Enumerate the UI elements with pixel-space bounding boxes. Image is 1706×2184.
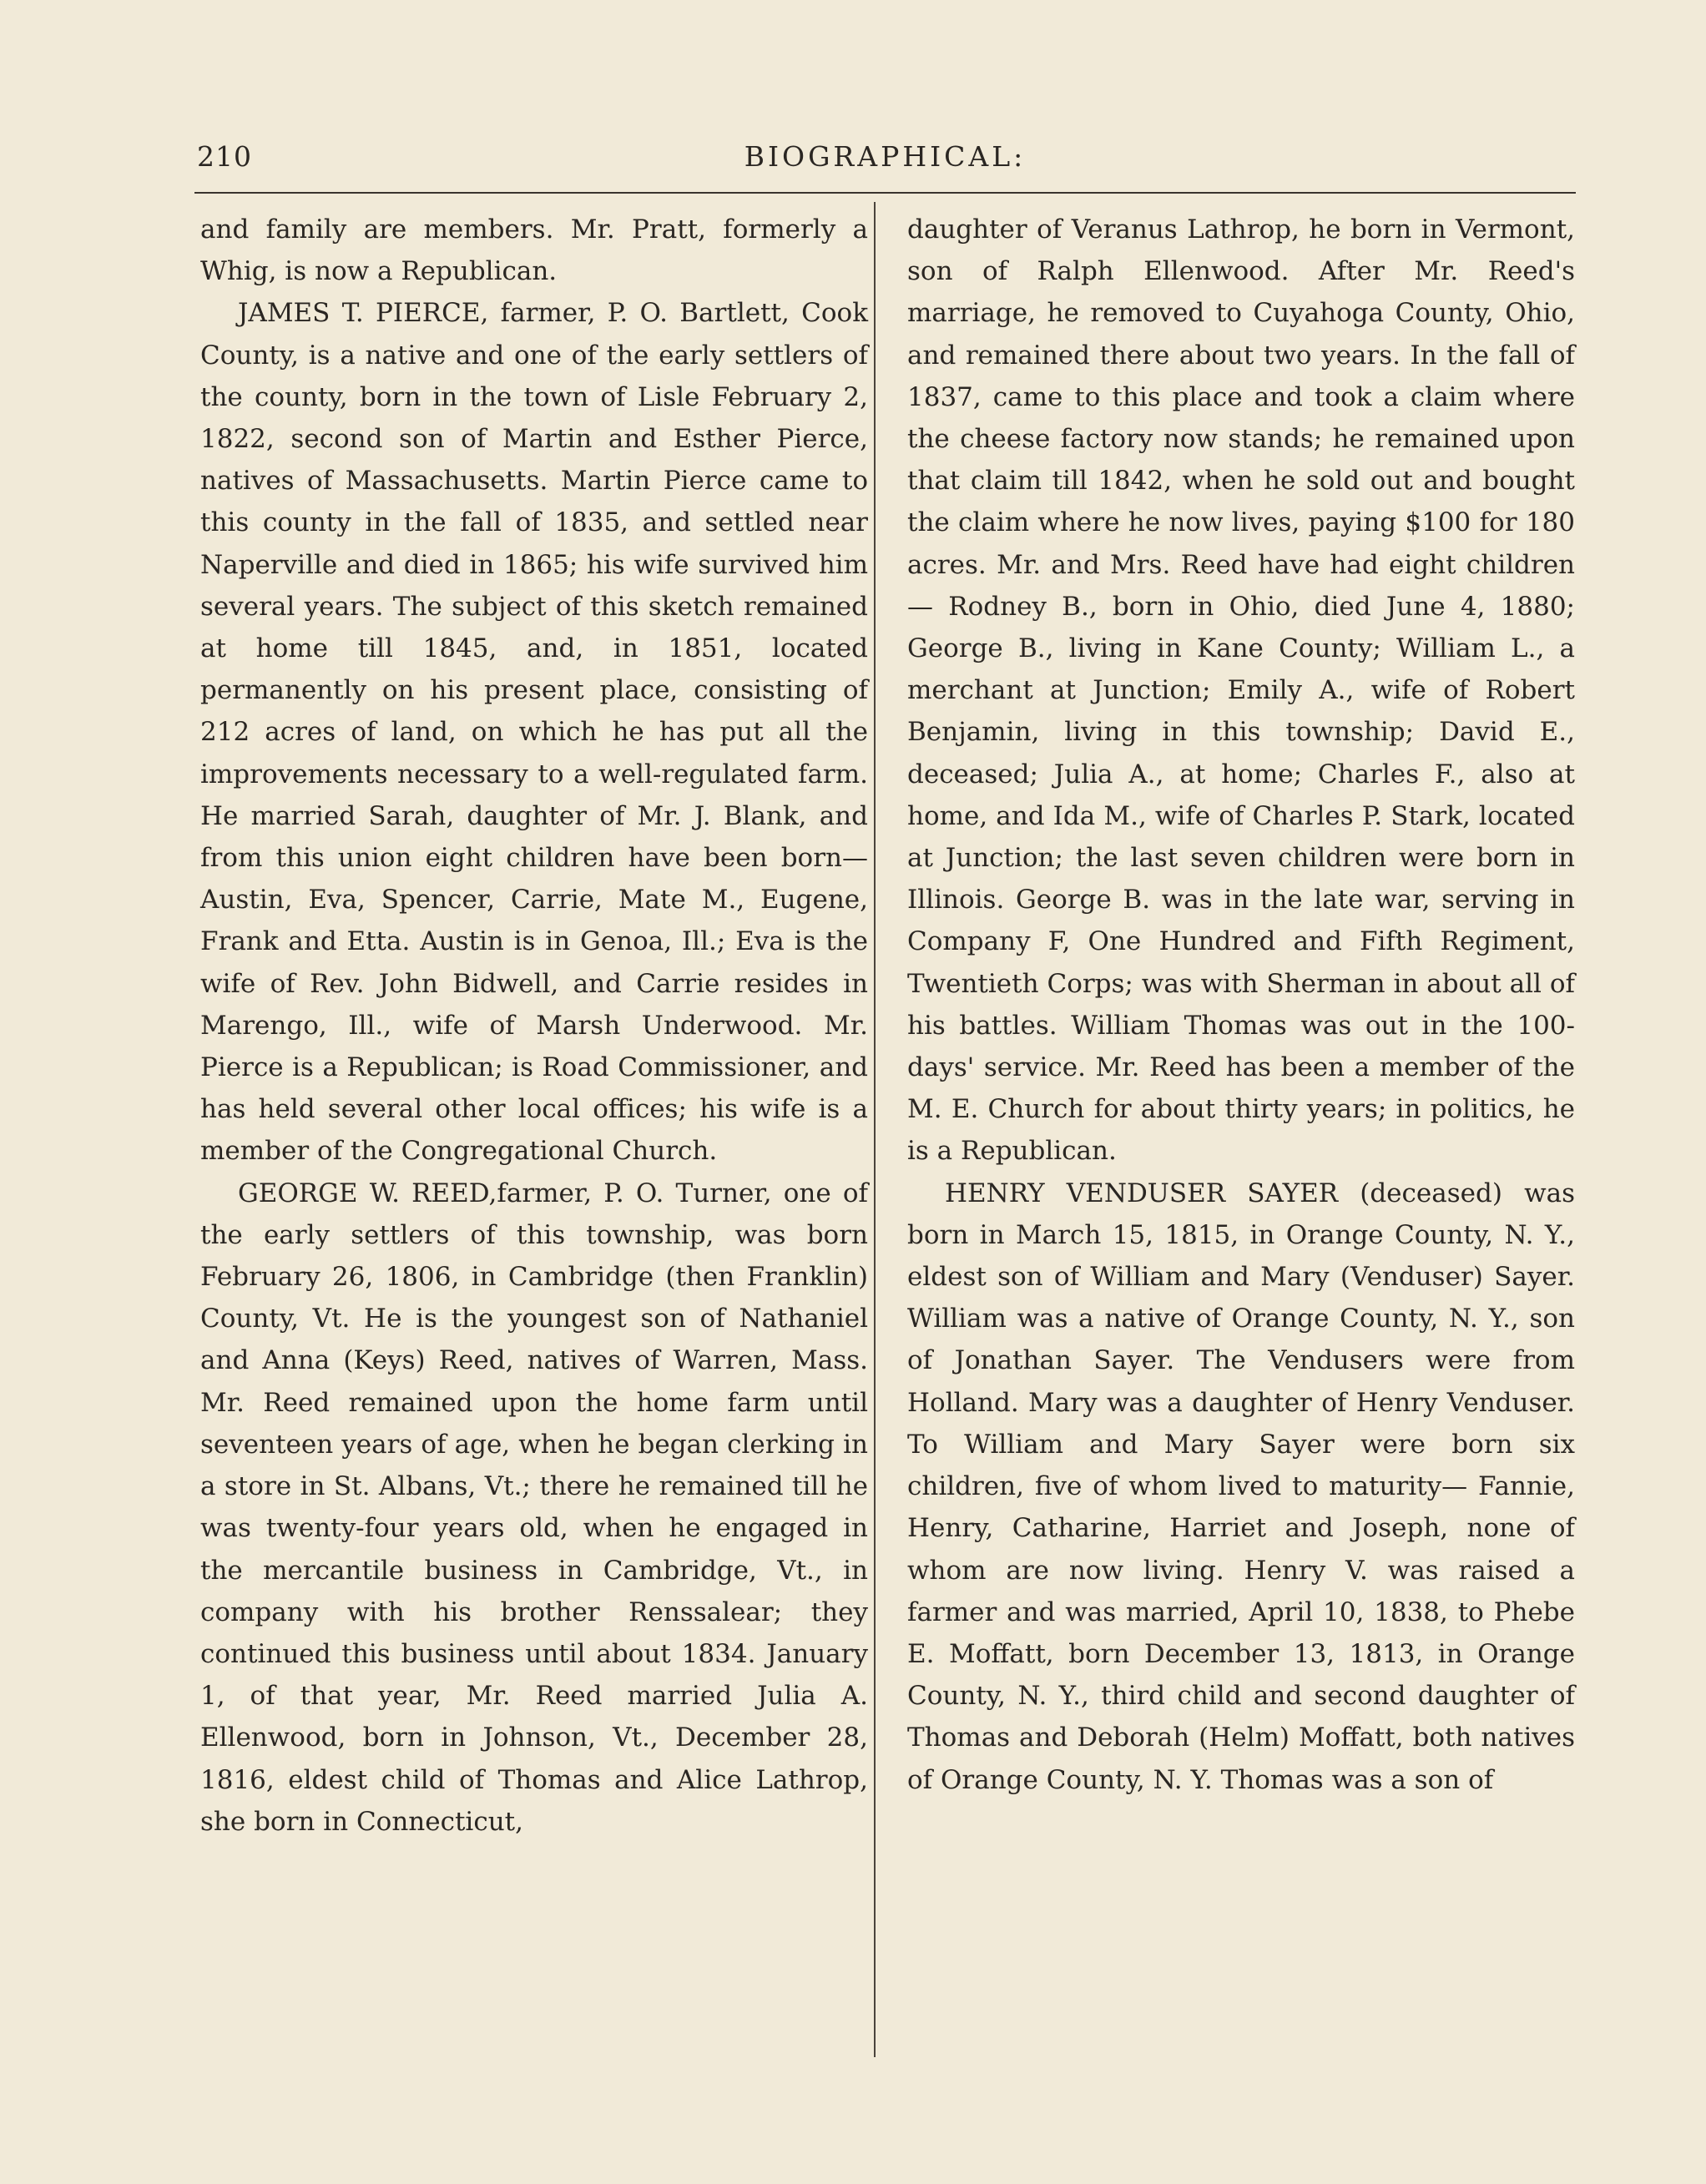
running-head: BIOGRAPHICAL: [744, 140, 1027, 173]
paragraph-henry-venduser-sayer: HENRY VENDUSER SAYER (deceased) was born in March 15, 1815, in Orange County, N. Y., eldest son of William and Mary (Venduser) Sayer. William was a native of Orange County, N. Y., son of Jonathan Sayer. The Vendusers were from Holland. Mary was a daughter of Henry Venduser. To William and Mary Sayer were born six children, five of whom lived to maturity— Fannie, Henry, Catharine, Harriet and Joseph, none of whom are now living. Henry V. was raised a farmer and was married, April 10, 1838, to Phebe E. Moffatt, born December 13, 1813, in Orange County, N. Y., third child and second daughter of Thomas and Deborah (Helm) Moffatt, both natives of Orange County, N. Y. Thomas was a son of [907, 1178, 1575, 1795]
paragraph-pratt-continued: and family are members. Mr. Pratt, formerly a Whig, is now a Republican. [200, 214, 868, 287]
header-rule [194, 192, 1576, 194]
paragraph-james-t-pierce: JAMES T. PIERCE, farmer, P. O. Bartlett, Cook County, is a native and one of the early settlers of the county, born in the town of Lisle February 2, 1822, second son of Martin and Esther Pierce, natives of Massachusetts. Martin Pierce came to this county in the fall of 1835, and settled near Naperville and died in 1865; his wife survived him several years. The subject of this sketch remained at home till 1845, and, in 1851, located permanently on his present place, consisting of 212 acres of land, on which he has put all the improvements necessary to a well-regulated farm. He married Sarah, daughter of Mr. J. Blank, and from this union eight children have been born—Austin, Eva, Spencer, Carrie, Mate M., Eugene, Frank and Etta. Austin is in Genoa, Ill.; Eva is the wife of Rev. John Bidwell, and Carrie resides in Marengo, Ill., wife of Marsh Underwood. Mr. Pierce is a Republican; is Road Commissioner, and has held several other local offices; his wife is a member of the Congregational Church. [200, 298, 868, 1167]
paragraph-reed-continued: daughter of Veranus Lathrop, he born in Vermont, son of Ralph Ellenwood. After Mr. Reed's marriage, he removed to Cuyahoga County, Ohio, and remained there about two years. In the fall of 1837, came to this place and took a claim where the cheese factory now stands; he remained upon that claim till 1842, when he sold out and bought the claim where he now lives, paying $100 for 180 acres. Mr. and Mrs. Reed have had eight children — Rodney B., born in Ohio, died June 4, 1880; George B., living in Kane County; William L., a merchant at Junction; Emily A., wife of Robert Benjamin, living in this township; David E., deceased; Julia A., at home; Charles F., also at home, and Ida M., wife of Charles P. Stark, located at Junction; the last seven children were born in Illinois. George B. was in the late war, serving in Company F, One Hundred and Fifth Regiment, Twentieth Corps; was with Sherman in about all of his battles. William Thomas was out in the 100-days' service. Mr. Reed has been a member of the M. E. Church for about thirty years; in politics, he is a Republican. [907, 214, 1575, 1167]
page-header [194, 140, 1576, 182]
page-number: 210 [197, 140, 252, 173]
right-column [907, 209, 1575, 1801]
column-divider [874, 202, 876, 2057]
paragraph-george-w-reed: GEORGE W. REED,farmer, P. O. Turner, one of the early settlers of this township, was born February 26, 1806, in Cambridge (then Franklin) County, Vt. He is the youngest son of Nathaniel and Anna (Keys) Reed, natives of Warren, Mass. Mr. Reed remained upon the home farm until seventeen years of age, when he began clerking in a store in St. Albans, Vt.; there he remained till he was twenty-four years old, when he engaged in the mercantile business in Cambridge, Vt., in company with his brother Renssalear; they continued this business until about 1834. January 1, of that year, Mr. Reed married Julia A. Ellenwood, born in Johnson, Vt., December 28, 1816, eldest child of Thomas and Alice Lathrop, she born in Connecticut, [200, 1178, 868, 1837]
left-column [200, 209, 868, 1843]
